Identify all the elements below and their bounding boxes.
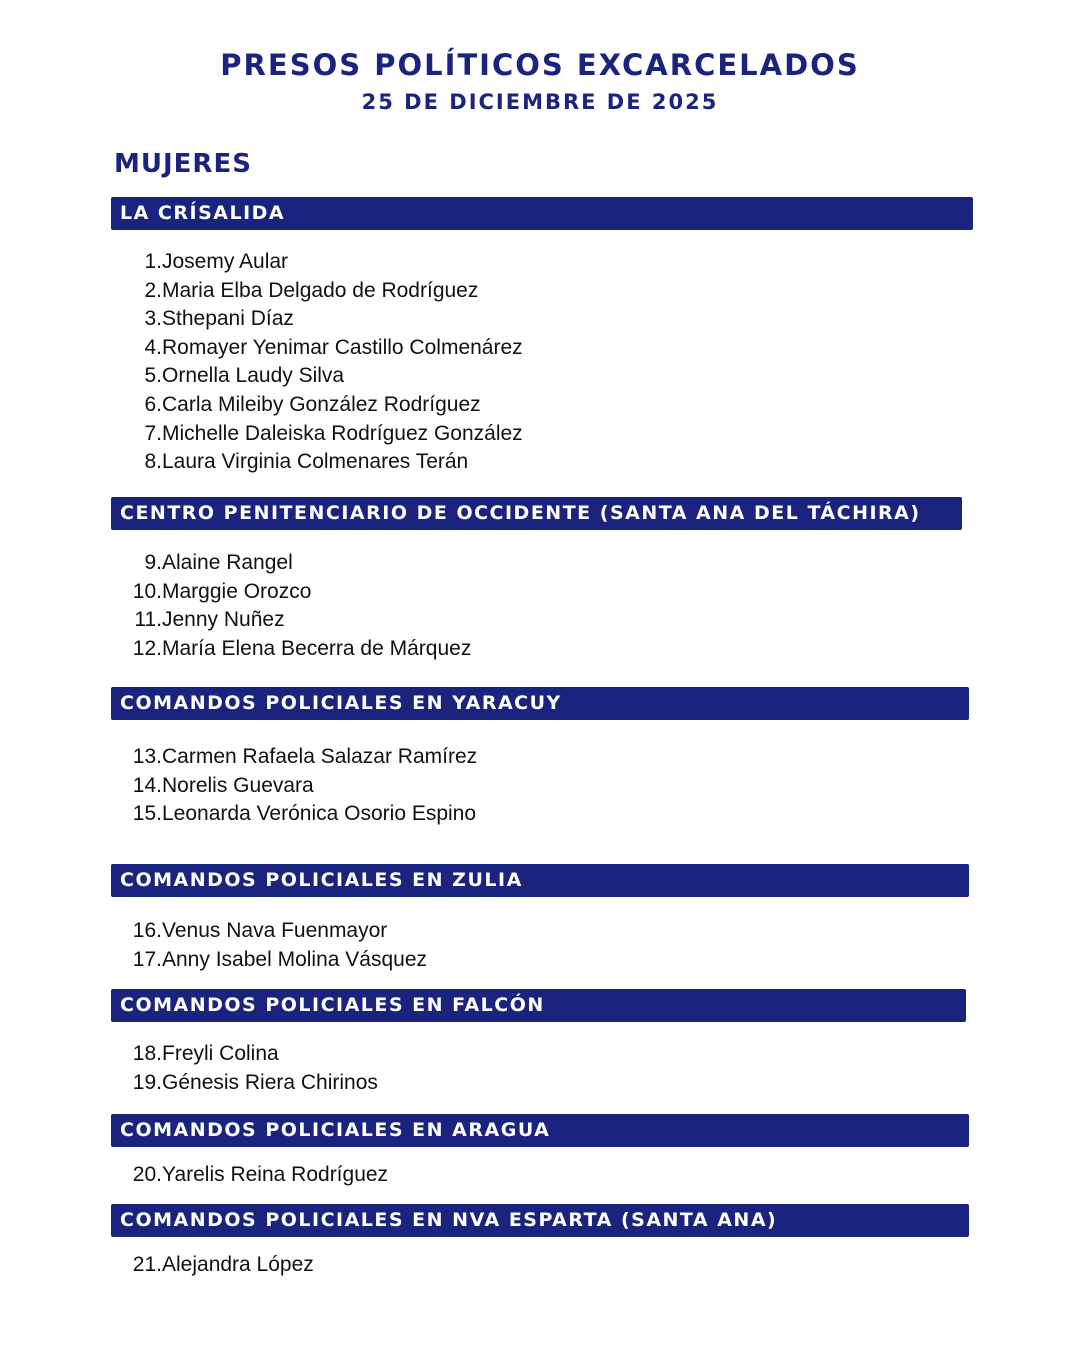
- item-number: 3.: [144, 307, 162, 331]
- item-number: 13.: [132, 745, 162, 768]
- item-number: 10.: [132, 579, 162, 603]
- item-number: 2.: [144, 278, 162, 302]
- item-number: 21.: [132, 1253, 162, 1276]
- section-heading: MUJERES: [114, 149, 252, 179]
- group-header: COMANDOS POLICIALES EN NVA ESPARTA (SANTA ANA): [111, 1204, 969, 1237]
- item-number: 19.: [132, 1070, 162, 1094]
- item-name: Michelle Daleiska Rodríguez González: [162, 421, 523, 445]
- item-name: Yarelis Reina Rodríguez: [162, 1163, 389, 1186]
- item-number: 4.: [144, 335, 162, 359]
- group-header: CENTRO PENITENCIARIO DE OCCIDENTE (SANTA ANA DEL TÁCHIRA): [111, 497, 962, 530]
- item-name: Venus Nava Fuenmayor: [162, 919, 388, 942]
- page-title: PRESOS POLÍTICOS EXCARCELADOS: [220, 48, 860, 82]
- item-number: 1.: [144, 250, 162, 273]
- item-name: Génesis Riera Chirinos: [162, 1070, 378, 1094]
- item-name: Alejandra López: [162, 1253, 314, 1276]
- item-number: 8.: [144, 450, 162, 474]
- item-name: Carla Mileiby González Rodríguez: [162, 392, 481, 416]
- group-header: COMANDOS POLICIALES EN YARACUY: [111, 687, 969, 720]
- item-number: 9.: [144, 551, 162, 574]
- item-number: 16.: [132, 919, 162, 942]
- item-name: Freyli Colina: [162, 1042, 279, 1065]
- item-number: 17.: [132, 947, 162, 971]
- item-name: Maria Elba Delgado de Rodríguez: [162, 278, 479, 302]
- item-name: Ornella Laudy Silva: [162, 364, 345, 388]
- item-name: Marggie Orozco: [162, 579, 312, 603]
- group-header: COMANDOS POLICIALES EN ARAGUA: [111, 1114, 969, 1147]
- item-number: 18.: [132, 1042, 162, 1065]
- item-name: Alaine Rangel: [162, 551, 293, 574]
- group-header: COMANDOS POLICIALES EN ZULIA: [111, 864, 969, 897]
- item-name: Laura Virginia Colmenares Terán: [162, 450, 469, 474]
- item-name: Romayer Yenimar Castillo Colmenárez: [162, 335, 523, 359]
- item-name: Josemy Aular: [162, 250, 289, 273]
- group-header: LA CRÍSALIDA: [111, 197, 973, 230]
- item-name: Norelis Guevara: [162, 773, 314, 797]
- item-number: 15.: [132, 802, 162, 826]
- item-number: 14.: [132, 773, 162, 797]
- item-number: 11.: [134, 608, 162, 632]
- item-number: 5.: [144, 364, 162, 388]
- item-name: María Elena Becerra de Márquez: [162, 636, 472, 660]
- item-name: Anny Isabel Molina Vásquez: [162, 947, 427, 971]
- item-name: Sthepani Díaz: [162, 307, 294, 331]
- item-name: Leonarda Verónica Osorio Espino: [162, 802, 477, 826]
- page-date: 25 DE DICIEMBRE DE 2025: [361, 90, 719, 114]
- item-name: Carmen Rafaela Salazar Ramírez: [162, 745, 478, 768]
- item-number: 12.: [132, 636, 162, 660]
- item-number: 6.: [144, 392, 162, 416]
- group-header: COMANDOS POLICIALES EN FALCÓN: [111, 989, 966, 1022]
- item-name: Jenny Nuñez: [162, 608, 285, 632]
- item-number: 7.: [144, 421, 162, 445]
- item-number: 20.: [132, 1163, 162, 1186]
